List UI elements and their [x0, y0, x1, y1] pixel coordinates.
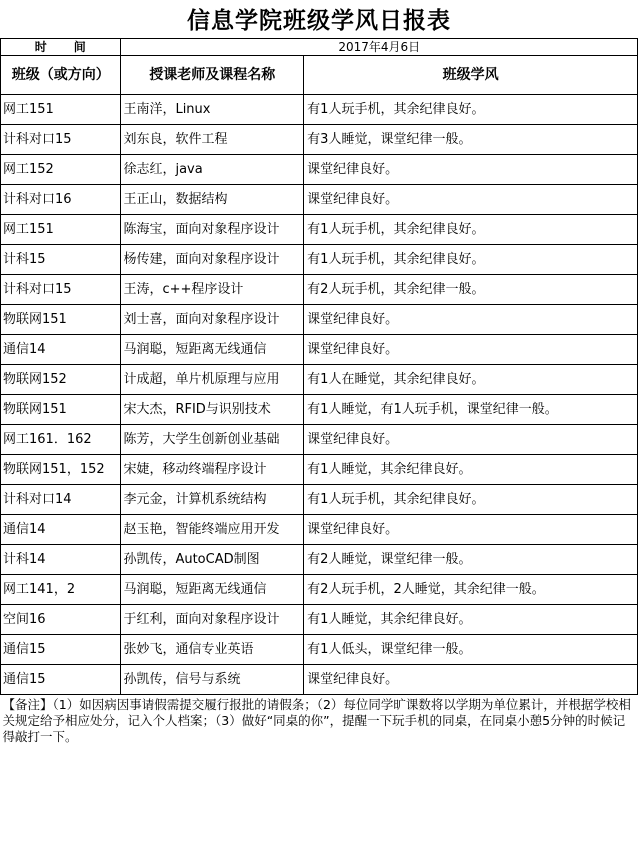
table-row — [1, 485, 638, 515]
time-label: 时 间 — [1, 39, 121, 56]
class-style-cell: 课堂纪律良好。 — [304, 305, 638, 335]
table-row — [1, 305, 638, 335]
class-style-cell: 课堂纪律良好。 — [304, 155, 638, 185]
class-style-cell: 有1人玩手机，其余纪律良好。 — [304, 245, 638, 275]
teacher-course-cell: 马润聪，短距离无线通信 — [121, 575, 304, 605]
class-style-cell: 有1人玩手机，其余纪律良好。 — [304, 485, 638, 515]
class-cell: 通信14 — [1, 335, 121, 365]
class-cell: 网工151 — [1, 215, 121, 245]
class-style-cell: 有2人睡觉，课堂纪律一般。 — [304, 545, 638, 575]
table-row — [1, 185, 638, 215]
table-row — [1, 245, 638, 275]
teacher-course-cell: 孙凯传，信号与系统 — [121, 665, 304, 695]
class-cell: 网工151 — [1, 95, 121, 125]
class-style-cell: 课堂纪律良好。 — [304, 185, 638, 215]
class-cell: 物联网151，152 — [1, 455, 121, 485]
class-cell: 空间16 — [1, 605, 121, 635]
teacher-course-cell: 孙凯传，AutoCAD制图 — [121, 545, 304, 575]
class-style-cell: 课堂纪律良好。 — [304, 335, 638, 365]
table-row — [1, 365, 638, 395]
teacher-course-cell: 宋大杰，RFID与识别技术 — [121, 395, 304, 425]
class-cell: 通信15 — [1, 635, 121, 665]
class-style-cell: 课堂纪律良好。 — [304, 425, 638, 455]
header-class: 班级（或方向） — [1, 56, 121, 95]
table-row — [1, 215, 638, 245]
report-date: 2017年4月6日 — [121, 39, 638, 56]
table-row — [1, 665, 638, 695]
table-row — [1, 155, 638, 185]
class-style-cell: 有2人玩手机，其余纪律一般。 — [304, 275, 638, 305]
teacher-course-cell: 刘士喜，面向对象程序设计 — [121, 305, 304, 335]
class-style-cell: 有3人睡觉，课堂纪律一般。 — [304, 125, 638, 155]
teacher-course-cell: 陈海宝，面向对象程序设计 — [121, 215, 304, 245]
class-style-cell: 有1人玩手机，其余纪律良好。 — [304, 215, 638, 245]
class-style-cell: 课堂纪律良好。 — [304, 665, 638, 695]
table-row — [1, 575, 638, 605]
table-row — [1, 395, 638, 425]
teacher-course-cell: 徐志红，java — [121, 155, 304, 185]
table-row — [1, 635, 638, 665]
teacher-course-cell: 马润聪，短距离无线通信 — [121, 335, 304, 365]
header-row — [1, 56, 638, 95]
class-style-cell: 有1人睡觉，其余纪律良好。 — [304, 455, 638, 485]
teacher-course-cell: 杨传建，面向对象程序设计 — [121, 245, 304, 275]
teacher-course-cell: 王南洋，Linux — [121, 95, 304, 125]
class-style-cell: 有1人玩手机，其余纪律良好。 — [304, 95, 638, 125]
teacher-course-cell: 李元金，计算机系统结构 — [121, 485, 304, 515]
teacher-course-cell: 宋婕，移动终端程序设计 — [121, 455, 304, 485]
report-title: 信息学院班级学风日报表 — [187, 8, 451, 34]
class-cell: 网工161．162 — [1, 425, 121, 455]
class-cell: 计科对口15 — [1, 125, 121, 155]
report-table — [0, 38, 638, 749]
class-cell: 通信14 — [1, 515, 121, 545]
table-row — [1, 95, 638, 125]
class-cell: 物联网151 — [1, 305, 121, 335]
table-row — [1, 425, 638, 455]
class-cell: 物联网152 — [1, 365, 121, 395]
class-style-cell: 有2人玩手机，2人睡觉，其余纪律一般。 — [304, 575, 638, 605]
table-row — [1, 455, 638, 485]
class-cell: 计科14 — [1, 545, 121, 575]
teacher-course-cell: 陈芳，大学生创新创业基础 — [121, 425, 304, 455]
class-cell: 通信15 — [1, 665, 121, 695]
table-row — [1, 335, 638, 365]
class-style-cell: 有1人在睡觉，其余纪律良好。 — [304, 365, 638, 395]
class-cell: 物联网151 — [1, 395, 121, 425]
note-text: 【备注】（1）如因病因事请假需提交履行报批的请假条；（2）每位同学旷课数将以学期为单位累计，并根据学校相关规定给予相应处分，记入个人档案；（3）做好“同桌的你”，提醒一下玩手机的同桌，在同桌小憩5分钟的时候记得敲打一下。 — [1, 695, 638, 750]
class-style-cell: 有1人睡觉，有1人玩手机，课堂纪律一般。 — [304, 395, 638, 425]
teacher-course-cell: 王涛，c++程序设计 — [121, 275, 304, 305]
teacher-course-cell: 刘东良，软件工程 — [121, 125, 304, 155]
class-style-cell: 有1人低头，课堂纪律一般。 — [304, 635, 638, 665]
table-row — [1, 545, 638, 575]
class-cell: 计科对口14 — [1, 485, 121, 515]
class-cell: 网工152 — [1, 155, 121, 185]
time-row — [1, 39, 638, 56]
header-teacher-course: 授课老师及课程名称 — [121, 56, 304, 95]
class-style-cell: 有1人睡觉，其余纪律良好。 — [304, 605, 638, 635]
table-row — [1, 605, 638, 635]
class-cell: 网工141，2 — [1, 575, 121, 605]
class-cell: 计科对口15 — [1, 275, 121, 305]
table-row — [1, 125, 638, 155]
table-row — [1, 275, 638, 305]
teacher-course-cell: 计成超，单片机原理与应用 — [121, 365, 304, 395]
teacher-course-cell: 于红利，面向对象程序设计 — [121, 605, 304, 635]
teacher-course-cell: 张妙飞，通信专业英语 — [121, 635, 304, 665]
class-style-cell: 课堂纪律良好。 — [304, 515, 638, 545]
header-class-style: 班级学风 — [304, 56, 638, 95]
teacher-course-cell: 赵玉艳，智能终端应用开发 — [121, 515, 304, 545]
note-row — [1, 695, 638, 750]
table-row — [1, 515, 638, 545]
class-cell: 计科对口16 — [1, 185, 121, 215]
teacher-course-cell: 王正山，数据结构 — [121, 185, 304, 215]
class-cell: 计科15 — [1, 245, 121, 275]
